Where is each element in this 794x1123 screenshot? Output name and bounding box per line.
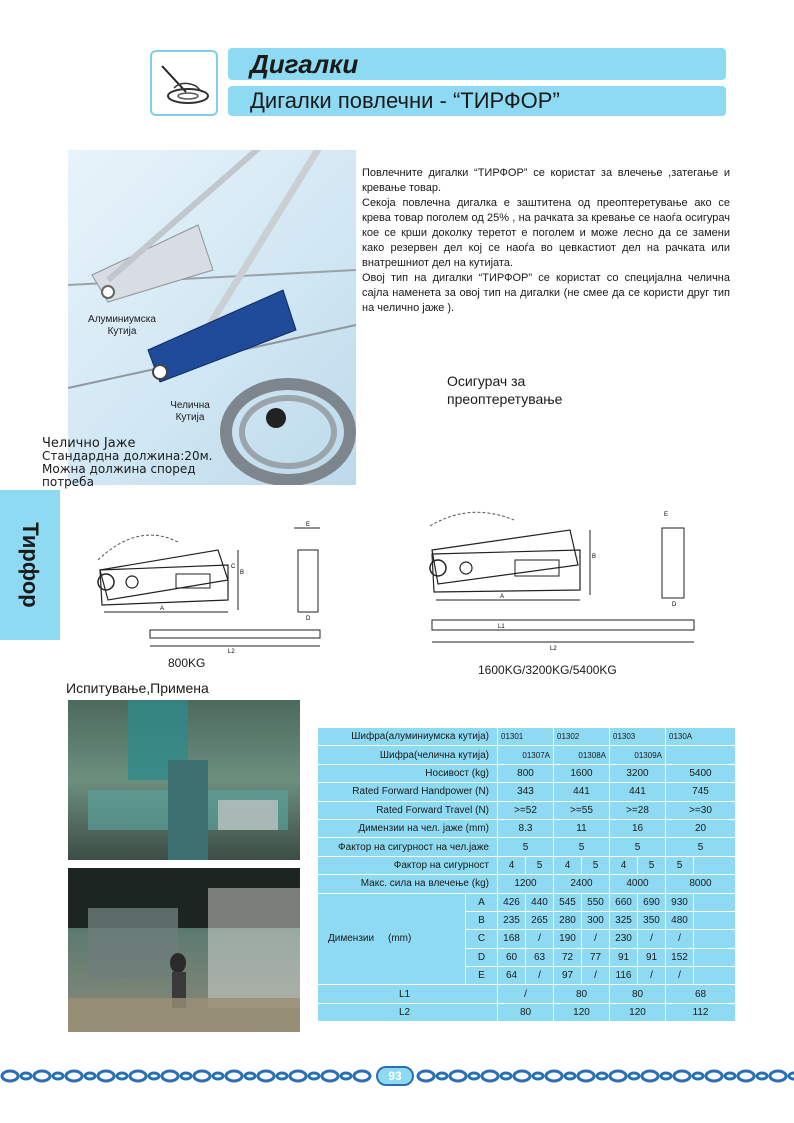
dimensions-label: Димензии (mm) [318,893,466,985]
chain-link [738,1071,754,1081]
drawing-800kg [88,520,338,660]
dim-a2-label: A [500,594,505,600]
chain-link [706,1071,722,1081]
chain-link [565,1073,575,1079]
hoist-logo [150,50,218,116]
dim-l2b-label: L2 [550,646,557,652]
chain-link [642,1071,658,1081]
chain-link [501,1073,511,1079]
chain-link [322,1071,338,1081]
dim-d-label: D [306,616,311,622]
table-row: Rated Forward Travel (N) >=52 >=55 >=28 >=30 [318,801,736,819]
chain-link [226,1071,242,1081]
chain-link [194,1071,210,1081]
dim-e2-label: E [664,512,669,518]
chain-link [533,1073,543,1079]
dim-a-label: A [160,606,165,612]
side-tab: Тирфор [0,490,60,640]
chain-link [309,1073,319,1079]
table-row: Фактор на сигурност на чел.јаже 5 5 5 5 [318,838,736,856]
chain-link [2,1071,18,1081]
table-row: Димензии (mm) A 426 440 545 550 660 690 930 [318,893,736,911]
overload-caption: Осигурач за преоптеретување [447,373,563,407]
chain-link [162,1071,178,1081]
chain-link [149,1073,159,1079]
chain-link [21,1073,31,1079]
table-row: Rated Forward Handpower (N) 343 441 441 745 [318,783,736,801]
chain-link [66,1071,82,1081]
chain-link [757,1073,767,1079]
chain-link [578,1071,594,1081]
table-row: Носивост (kg) 800 1600 3200 5400 [318,764,736,782]
chain-link [450,1071,466,1081]
chain-link [213,1073,223,1079]
chain-link [514,1071,530,1081]
chain-link [181,1073,191,1079]
chain-link [482,1071,498,1081]
chain-link [290,1071,306,1081]
table-row: Фактор на сигурност 4 5 4 5 4 5 5 [318,856,736,874]
page-subtitle: Дигалки повлечни - “ТИРФОР” [228,86,726,116]
dim-b-label: B [240,570,245,576]
description-text: Повлечните дигалки “ТИРФОР” се користат за влечење ,затегање и кревање товар. Секоја повлечна дигалка е заштитена од преоптеретување ако се крева товар поголем од 25% , на рачката за кревање се наоѓа осигурач кое се крши доколку теретот е поголем и може лесно да се замени како резервен дел кој се наоѓа во цевкастиот дел на рачката или внатрешниот дел на кутијата. Овој тип на дигалки “ТИРФОР” се користат со специјална челична сајла наменета за овој тип на дигалки (не смее да се користи друг тип на челично јаже ). [362,167,730,314]
chain-link [693,1073,703,1079]
chain-link [277,1073,287,1079]
label-aluminium-box: Алуминиумска Кутија [88,314,156,337]
table-row: Шифра(челична кутија) 01307A 01308A 01309A [318,746,736,764]
application-photo-1 [68,700,300,860]
table-row: B 235 265 280 300 325 350 480 [318,911,736,929]
chain-link [258,1071,274,1081]
chain-link [34,1071,50,1081]
label-steel-box: Челична Кутија [170,400,210,423]
chain-link [469,1073,479,1079]
rope-info: Челично Јаже Стандардна должина:20м. Можна должина според потреба [42,436,213,489]
chain-link [629,1073,639,1079]
spec-table [317,727,736,1022]
table-row: L1 / 80 80 68 [318,985,736,1003]
chain-link [674,1071,690,1081]
chain-link [418,1071,434,1081]
dim-l1-label: L1 [498,624,505,630]
caption-1600kg: 1600KG/3200KG/5400KG [478,663,617,677]
chain-link [53,1073,63,1079]
chain-link [98,1071,114,1081]
page-number: 93 [376,1066,414,1086]
chain-link [341,1073,351,1079]
chain-link [85,1073,95,1079]
chain-link [117,1073,127,1079]
applications-title: Испитување,Примена [66,680,209,696]
caption-800kg: 800KG [168,656,206,670]
dim-c-label: C [231,564,236,570]
table-row: Шифра(алуминиумска кутија) 01301 01302 01303 0130A [318,728,736,746]
page-title: Дигалки [228,48,726,80]
dim-b2-label: B [592,554,597,560]
chain-link [437,1073,447,1079]
table-row: C 168 / 190 / 230 / / [318,930,736,948]
table-row: L2 80 120 120 112 [318,1003,736,1021]
chain-link [546,1071,562,1081]
application-photo-2 [68,868,300,1032]
dim-d2-label: D [672,602,677,608]
table-row: E 64 / 97 / 116 / / [318,967,736,985]
chain-link [610,1071,626,1081]
drawing-1600kg [420,500,700,660]
chain-link [597,1073,607,1079]
hoist-icon [152,52,216,114]
dim-l2-label: L2 [228,649,235,655]
chain-link [354,1071,370,1081]
chain-link [245,1073,255,1079]
chain-link [725,1073,735,1079]
dim-e-label: E [306,522,311,528]
table-row: Димензии на чел. јаже (mm) 8.3 11 16 20 [318,819,736,837]
chain-link [661,1073,671,1079]
table-row: Макс. сила на влечење (kg) 1200 2400 4000 8000 [318,875,736,893]
chain-link [770,1071,786,1081]
table-row: D 60 63 72 77 91 91 152 [318,948,736,966]
chain-link [130,1071,146,1081]
chain-link [789,1073,794,1079]
